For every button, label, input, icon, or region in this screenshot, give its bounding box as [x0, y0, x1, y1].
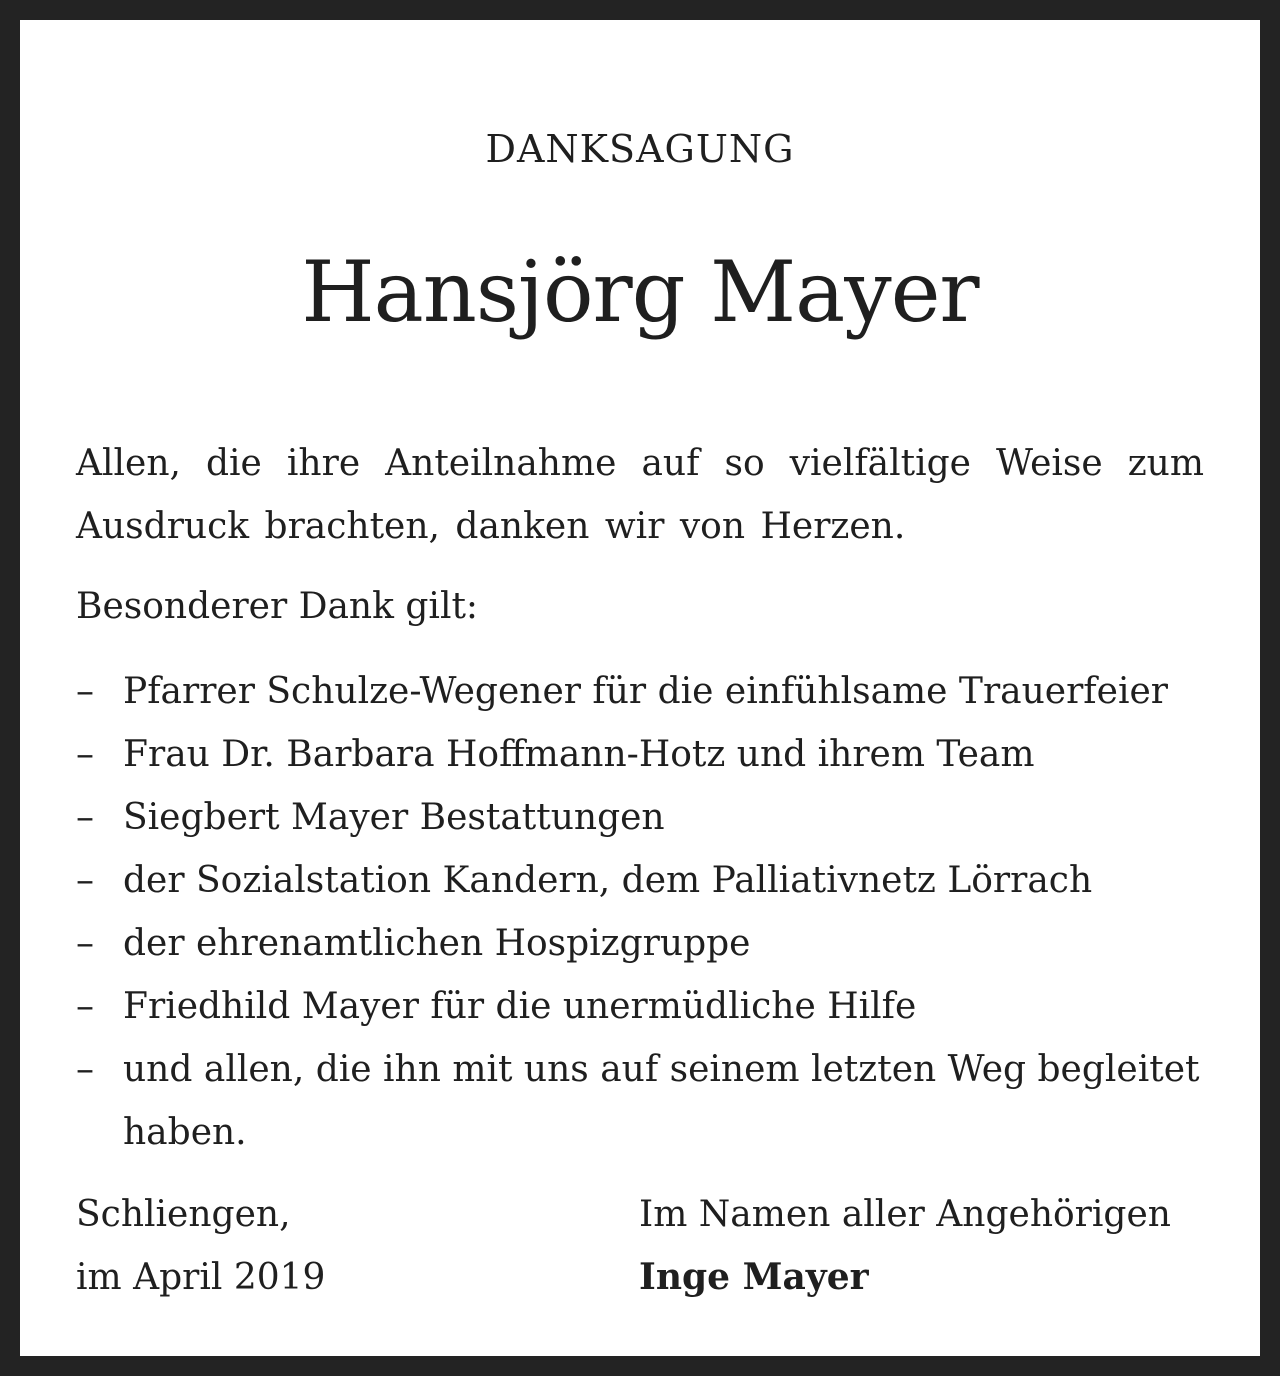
list-item-text: Pfarrer Schulze-Wegener für die einfühlsame Trauerfeier [123, 671, 1168, 712]
list-item-text: Friedhild Mayer für die unermüdliche Hilfe [123, 986, 917, 1027]
list-item-text: der Sozialstation Kandern, dem Palliativnetz Lörrach [123, 860, 1093, 901]
signer-name: Inge Mayer [639, 1256, 869, 1298]
place: Schliengen, [76, 1194, 291, 1235]
dash-bullet: – [76, 797, 94, 838]
thanks-heading: Besonderer Dank gilt: [76, 586, 479, 627]
notice-card [20, 20, 1260, 1356]
signature-block [639, 1183, 1171, 1309]
list-item-text: Siegbert Mayer Bestattungen [123, 797, 665, 838]
list-item [76, 975, 1204, 1038]
list-item-text: und allen, die ihn mit uns auf seinem letzten Weg begleitet haben. [123, 1049, 1200, 1153]
dash-bullet: – [76, 671, 94, 712]
deceased-name: Hansjörg Mayer [301, 243, 979, 341]
dash-bullet: – [76, 860, 94, 901]
list-item-text: der ehrenamtlichen Hospizgruppe [123, 923, 751, 964]
dash-bullet: – [76, 1049, 94, 1090]
dash-bullet: – [76, 734, 94, 775]
list-item [76, 1038, 1204, 1164]
list-item [76, 723, 1204, 786]
thanks-list [76, 660, 1204, 1164]
dash-bullet: – [76, 923, 94, 964]
place-date-block [76, 1183, 325, 1309]
dash-bullet: – [76, 986, 94, 1027]
list-item [76, 912, 1204, 975]
on-behalf-line: Im Namen aller Angehörigen [639, 1194, 1171, 1235]
date: im April 2019 [76, 1257, 326, 1298]
list-item-text: Frau Dr. Barbara Hoffmann-Hotz und ihrem Team [123, 734, 1035, 775]
intro-paragraph: Allen, die ihre Anteilnahme auf so vielfältige Weise zum Ausdruck brachten, danken wir von Herzen. [76, 443, 1204, 547]
notice-heading: DANKSAGUNG [485, 127, 795, 171]
list-item [76, 786, 1204, 849]
list-item [76, 849, 1204, 912]
list-item [76, 660, 1204, 723]
